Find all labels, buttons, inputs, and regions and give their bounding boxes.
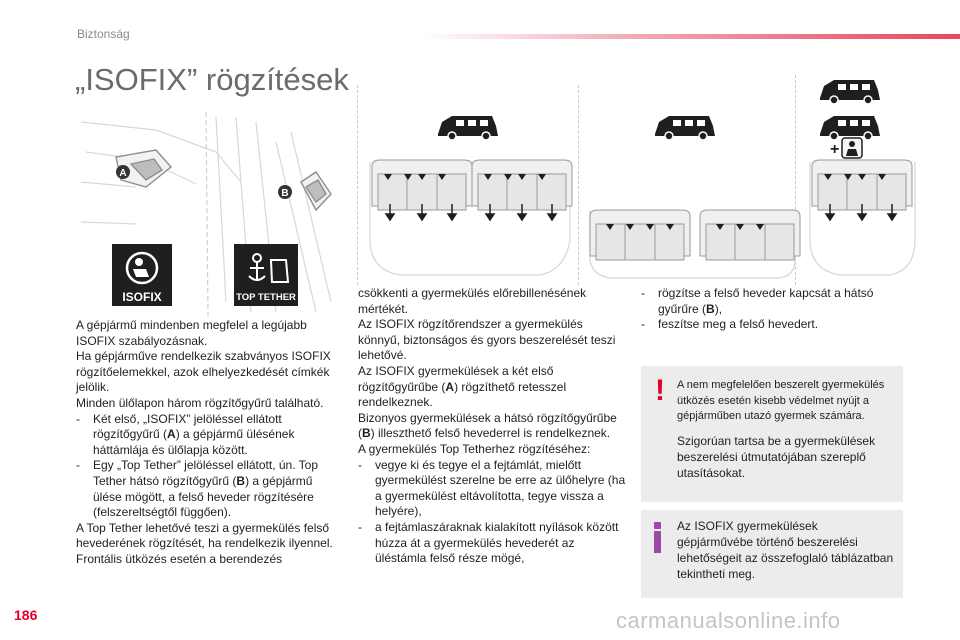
paragraph: A gépjármű mindenben megfelel a legújabb ISOFIX szabályozásnak. <box>76 318 307 348</box>
child-seat-icon <box>842 138 862 158</box>
anchor-a-label: A <box>119 168 127 179</box>
van-icon <box>820 116 880 140</box>
child-seat-icon <box>135 258 143 266</box>
van-icon <box>820 80 880 104</box>
svg-text:TOP TETHER: TOP TETHER <box>236 292 296 303</box>
text-column-1 <box>76 318 338 568</box>
anchor-b-label: B <box>281 188 289 199</box>
paragraph: Az ISOFIX gyermekülések a két első rögzítőgyűrűbe (A) rögzíthető retesszel rendelkeznek. <box>358 363 567 410</box>
warning-exclamation-icon: ! <box>655 374 665 407</box>
warning-text: A nem megfelelően beszerelt gyermekülés ütközés esetén kisebb védelmet nyújt a gépjárműben utazó gyermek számára. <box>677 379 885 422</box>
paragraph: Ha gépjárműve rendelkezik szabványos ISOFIX rögzítőelemekkel, azok elhelyezkedését címkék jelölik. <box>76 349 331 395</box>
text-column-2 <box>358 286 628 567</box>
warning-box <box>641 366 903 502</box>
text-column-3 <box>641 286 911 333</box>
vehicle-seat-diagrams <box>360 70 920 285</box>
paragraph: A gyermekülés Top Tetherhez rögzítéséhez: <box>358 441 591 456</box>
info-box <box>641 510 903 598</box>
page-number: 186 <box>14 607 38 623</box>
svg-text:+: + <box>830 141 840 158</box>
list-item: - Két első, „ISOFIX” jelöléssel ellátott rögzítőgyűrű (A) a gépjármű ülésének háttámlája és ülőlapja között. <box>76 412 338 459</box>
van-icon <box>655 116 715 140</box>
isofix-label-badge <box>112 244 172 306</box>
isofix-seat-illustration <box>76 112 336 317</box>
divider <box>357 85 358 285</box>
van-icon <box>438 116 498 140</box>
page-title: „ISOFIX” rögzítések <box>75 62 349 97</box>
paragraph: A Top Tether lehetővé teszi a gyermekülés felső hevederének rögzítését, ha rendelkezik ilyennel. Frontális ütközés esetén a berendezés <box>76 520 333 566</box>
warning-instruction: Szigorúan tartsa be a gyermekülések beszerelési útmutatójában szereplő utasításokat. <box>677 434 876 480</box>
header-accent-line <box>420 34 960 39</box>
list-item: - vegye ki és tegye el a fejtámlát, mielőtt gyermekülést szerelne be erre az ülőhelyre (ha a gyermekülést eltávolította, tegye vissza a helyére), <box>358 458 628 520</box>
paragraph: csökkenti a gyermekülés előrebillenésének mértékét. <box>358 286 587 316</box>
info-text: Az ISOFIX gyermekülések gépjárművébe történő beszerelési lehetőségeit az összefoglaló táblázatban tekintheti meg. <box>677 519 894 581</box>
list-item: - feszítse meg a felső hevedert. <box>641 317 911 333</box>
section-label: Biztonság <box>77 27 130 41</box>
paragraph: Bizonyos gyermekülések a hátsó rögzítőgyűrűbe (B) illeszthető felső hevederrel is rendelkeznek. <box>358 410 617 441</box>
info-icon <box>653 522 662 544</box>
paragraph: Minden ülőlapon három rögzítőgyűrű található. <box>76 395 324 410</box>
list-item: - Egy „Top Tether” jelöléssel ellátott, ún. Top Tether hátsó rögzítőgyűrű (B) a gépjármű ülése mögött, a felső heveder rögzítésére (felszereltségtől függően). <box>76 458 338 520</box>
top-tether-label-badge <box>234 244 298 306</box>
svg-text:ISOFIX: ISOFIX <box>122 290 162 304</box>
list-item: - a fejtámlaszáraknak kialakított nyílások között húzza át a gyermekülés hevederét az üléstámla felső része mögé, <box>358 520 628 567</box>
paragraph: Az ISOFIX rögzítőrendszer a gyermekülés könnyű, biztonságos és gyors beszerelését teszi lehetővé. <box>358 317 616 363</box>
list-item: - rögzítse a felső heveder kapcsát a hátsó gyűrűre (B), <box>641 286 911 317</box>
watermark: carmanualsonline.info <box>616 608 841 633</box>
